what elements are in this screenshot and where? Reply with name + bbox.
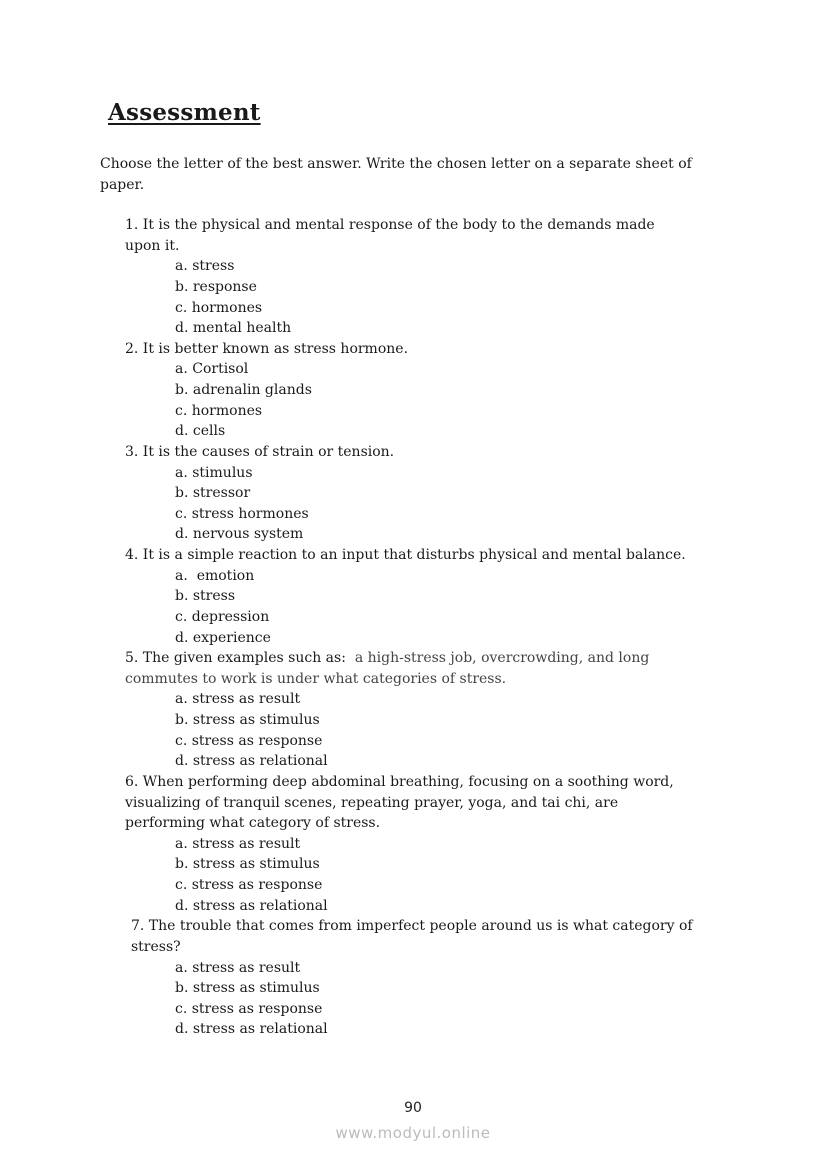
question-stem — [125, 648, 693, 669]
option-b: b. response — [175, 278, 257, 295]
option-b: b. stressor — [175, 485, 251, 502]
option-d: d. mental health — [175, 320, 292, 337]
option-c: c. stress as response — [175, 732, 323, 749]
option-a: a. stress as result — [175, 959, 301, 976]
question-7 — [125, 916, 693, 1040]
option-d: d. experience — [175, 629, 271, 646]
question-list — [125, 215, 693, 1040]
option-b: b. stress as stimulus — [175, 856, 320, 873]
option-c: c. stress as response — [175, 1000, 323, 1017]
option-d: d. stress as relational — [175, 753, 328, 770]
instructions: Choose the letter of the best answer. Write the chosen letter on a separate sheet of paper. — [100, 156, 692, 193]
question-stem: 3. It is the causes of strain or tension. — [125, 443, 395, 460]
option-c: c. stress hormones — [175, 505, 309, 522]
question-stem: performing what category of stress. — [125, 815, 381, 832]
option-c: c. hormones — [175, 299, 263, 316]
question-stem: 6. When performing deep abdominal breathing, focusing on a soothing word, — [125, 773, 674, 790]
option-c: c. hormones — [175, 402, 263, 419]
question-stem: visualizing of tranquil scenes, repeating prayer, yoga, and tai chi, are — [125, 794, 619, 811]
option-a: a. Cortisol — [175, 361, 249, 378]
option-d: d. stress as relational — [175, 897, 328, 914]
option-b: b. stress as stimulus — [175, 712, 320, 728]
page-title: Assessment — [108, 99, 261, 126]
question-3 — [125, 442, 693, 545]
option-b: b. adrenalin glands — [175, 382, 312, 398]
option-a: a. emotion — [175, 567, 255, 584]
option-a: a. stress as result — [175, 691, 301, 708]
option-b: b. stress — [175, 588, 236, 605]
question-1 — [125, 215, 693, 339]
stem-examples: a high-stress job, overcrowding, and long — [354, 650, 650, 667]
option-b: b. stress as stimulus — [175, 980, 320, 997]
question-4 — [125, 545, 693, 648]
option-a: a. stimulus — [175, 464, 253, 481]
page-number: 90 — [404, 1100, 422, 1116]
watermark: www.modyul.online — [335, 1124, 491, 1142]
question-stem: commutes to work is under what categories of stress. — [125, 670, 507, 687]
stem-prefix: 5. The given examples such as: — [125, 650, 355, 667]
option-d: d. cells — [175, 423, 226, 440]
question-2 — [125, 339, 693, 442]
question-stem: 2. It is better known as stress hormone. — [125, 340, 409, 357]
question-stem: 1. It is the physical and mental response of the body to the demands made — [125, 217, 655, 233]
option-d: d. nervous system — [175, 526, 304, 543]
question-stem: upon it. — [125, 237, 180, 254]
option-a: a. stress as result — [175, 835, 301, 852]
option-c: c. stress as response — [175, 877, 323, 893]
option-d: d. stress as relational — [175, 1021, 328, 1038]
question-stem: 4. It is a simple reaction to an input that disturbs physical and mental balance. — [125, 547, 686, 563]
option-a: a. stress — [175, 258, 235, 275]
question-stem: stress? — [131, 938, 181, 955]
question-5 — [125, 648, 693, 772]
question-6 — [125, 772, 693, 916]
option-c: c. depression — [175, 608, 270, 625]
question-stem: 7. The trouble that comes from imperfect people around us is what category of — [131, 918, 693, 935]
